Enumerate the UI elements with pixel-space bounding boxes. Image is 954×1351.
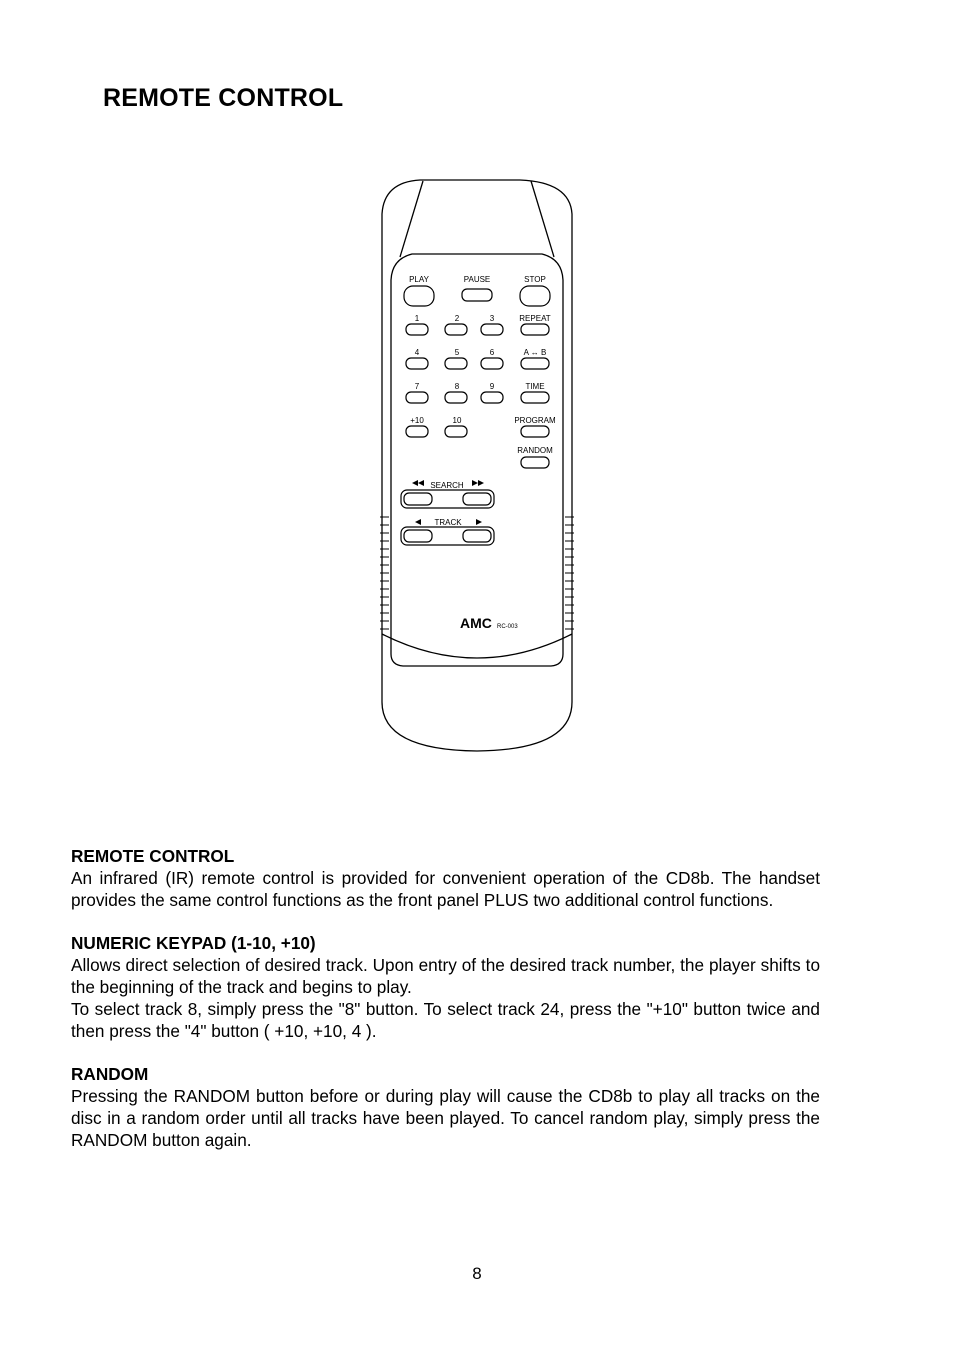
remote-bottom-cradle	[382, 634, 572, 658]
section-numeric-keypad	[71, 932, 820, 1042]
remote-label-pause: PAUSE	[463, 275, 491, 284]
remote-label-search: SEARCH	[430, 481, 464, 490]
remote-label-10: 10	[452, 416, 462, 425]
remote-plus10-button	[406, 426, 428, 437]
remote-label-8: 8	[454, 382, 460, 391]
remote-label-play: PLAY	[409, 275, 429, 284]
remote-label-4: 4	[414, 348, 420, 357]
remote-label-stop: STOP	[524, 275, 546, 284]
remote-track-next-button	[463, 530, 491, 542]
remote-ab-button	[521, 358, 549, 369]
remote-sensor-line-left	[400, 181, 423, 257]
remote-search-back-button	[404, 493, 432, 505]
remote-label-3: 3	[489, 314, 495, 323]
remote-brand-logo: AMC	[460, 615, 492, 631]
section-paragraph: To select track 8, simply press the "8" button. To select track 24, press the "+10" button twice and then press the "4" button ( +10, +10, 4 ).	[71, 999, 820, 1041]
remote-7-button	[406, 392, 428, 403]
remote-1-button	[406, 324, 428, 335]
body-text	[71, 845, 820, 1172]
remote-play-button	[404, 286, 434, 306]
remote-control-illustration	[370, 172, 584, 762]
section-heading: REMOTE CONTROL	[71, 846, 235, 866]
page-number: 8	[472, 1264, 482, 1283]
remote-label-2: 2	[454, 314, 460, 323]
section-paragraph: Pressing the RANDOM button before or during play will cause the CD8b to play all tracks on the disc in a random order until all tracks have been played. To cancel random play, simply press the RANDOM button again.	[71, 1086, 820, 1150]
section-heading: RANDOM	[71, 1064, 149, 1084]
remote-label-6: 6	[489, 348, 495, 357]
remote-4-button	[406, 358, 428, 369]
remote-label-track: TRACK	[434, 518, 462, 527]
remote-5-button	[445, 358, 467, 369]
remote-search-forward-icon	[472, 480, 478, 486]
remote-program-button	[521, 426, 549, 437]
section-paragraph: An infrared (IR) remote control is provided for convenient operation of the CD8b. The handset provides the same control functions as the front panel PLUS two additional control functions.	[71, 868, 820, 910]
remote-label-7: 7	[414, 382, 420, 391]
remote-search-forward-button	[463, 493, 491, 505]
remote-repeat-button	[521, 324, 549, 335]
remote-sensor-line-right	[531, 181, 554, 257]
remote-6-button	[481, 358, 503, 369]
page-title: REMOTE CONTROL	[103, 84, 344, 112]
remote-label-time: TIME	[525, 382, 545, 391]
remote-search-rewind-icon	[412, 480, 418, 486]
remote-3-button	[481, 324, 503, 335]
remote-track-prev-icon	[415, 519, 421, 525]
remote-10-button	[445, 426, 467, 437]
remote-label-5: 5	[454, 348, 460, 357]
remote-model-number: RC-003	[497, 624, 518, 630]
remote-track-prev-button	[404, 530, 432, 542]
remote-random-button	[521, 457, 549, 468]
remote-2-button	[445, 324, 467, 335]
remote-track-next-icon	[476, 519, 482, 525]
remote-label-program: PROGRAM	[514, 416, 556, 425]
remote-grip-right	[565, 517, 574, 629]
section-random	[71, 1063, 820, 1151]
remote-label-1: 1	[414, 314, 420, 323]
remote-label-plus10: +10	[410, 416, 424, 425]
section-remote-control	[71, 845, 820, 911]
remote-8-button	[445, 392, 467, 403]
remote-label-9: 9	[489, 382, 495, 391]
remote-stop-button	[520, 286, 550, 306]
remote-9-button	[481, 392, 503, 403]
section-paragraph: Allows direct selection of desired track. Upon entry of the desired track number, the player shifts to the beginning of the track and begins to play.	[71, 955, 820, 997]
remote-time-button	[521, 392, 549, 403]
remote-label-ab: A ↔ B	[523, 348, 547, 357]
remote-label-random: RANDOM	[517, 446, 553, 455]
section-heading: NUMERIC KEYPAD (1-10, +10)	[71, 933, 316, 953]
remote-label-repeat: REPEAT	[519, 314, 551, 323]
remote-pause-button	[462, 289, 492, 301]
